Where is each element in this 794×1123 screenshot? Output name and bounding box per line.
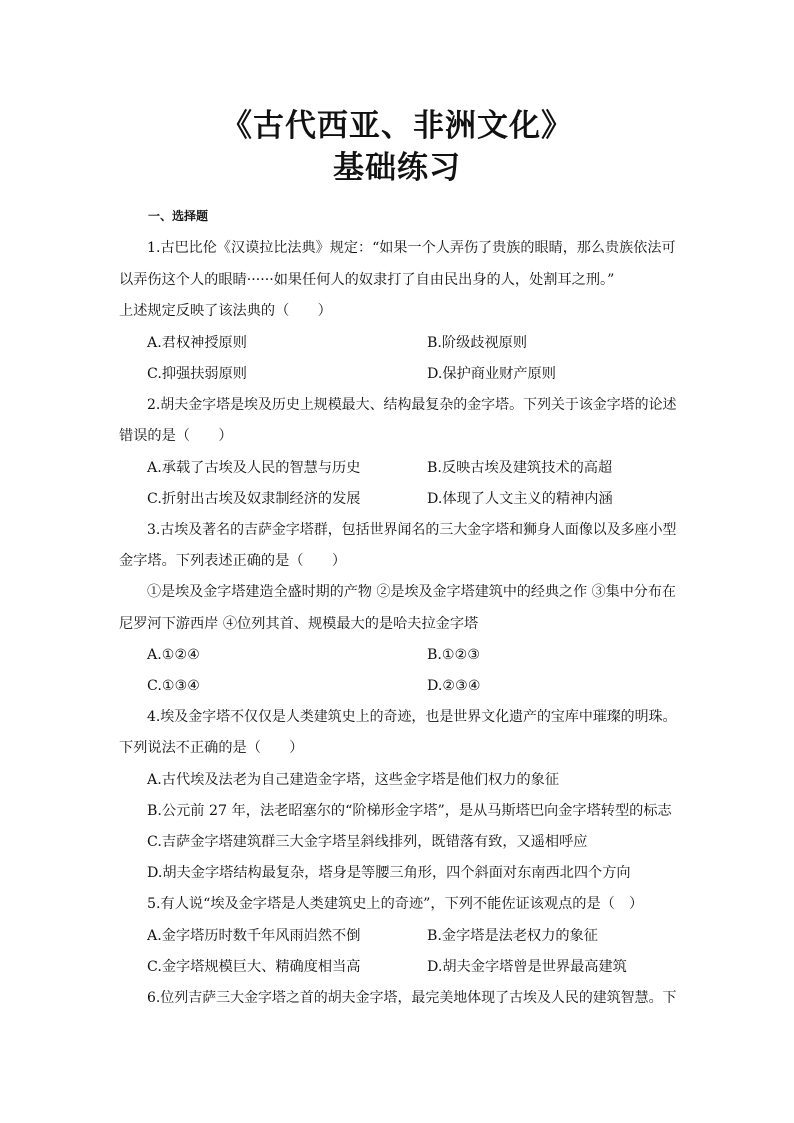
q4-option-b: B.公元前 27 年，法老昭塞尔的“阶梯形金字塔”，是从马斯塔巴向金字塔转型的标志 (147, 803, 672, 819)
q3-stem-line2: 金字塔。下列表述正确的是（ ） (119, 553, 347, 569)
q3-statements-line1: ①是埃及金字塔建造全盛时期的产物 ②是埃及金字塔建筑中的经典之作 ③集中分布在 (147, 584, 676, 600)
q1-option-d: D.保护商业财产原则 (427, 366, 556, 382)
q2-option-a: A.承载了古埃及人民的智慧与历史 (147, 460, 361, 476)
q4-option-a: A.古代埃及法老为自己建造金字塔，这些金字塔是他们权力的象征 (147, 772, 560, 788)
q1-stem-line2: 以弄伤这个人的眼睛······如果任何人的奴隶打了自由民出身的人，处割耳之刑。” (119, 272, 615, 288)
q3-option-a: A.①②④ (147, 647, 200, 663)
q4-stem-line2: 下列说法不正确的是（ ） (119, 740, 304, 756)
q4-stem-line1: 4.埃及金字塔不仅仅是人类建筑史上的奇迹，也是世界文化遗产的宝库中璀璨的明珠。 (147, 709, 677, 725)
q5-stem-line1: 5.有人说“埃及金字塔是人类建筑史上的奇迹”，下列不能佐证该观点的是（ ） (147, 896, 644, 912)
doc-title-line2: 基础练习 (333, 150, 461, 186)
q3-option-b: B.①②③ (427, 647, 481, 663)
q1-stem-line3: 上述规定反映了该法典的（ ） (119, 303, 332, 319)
q1-stem-line1: 1.古巴比伦《汉谟拉比法典》规定：“如果一个人弄伤了贵族的眼睛，那么贵族依法可 (147, 240, 676, 256)
q2-stem-line2: 错误的是（ ） (119, 428, 233, 444)
q2-option-b: B.反映古埃及建筑技术的高超 (427, 460, 613, 476)
q5-option-d: D.胡夫金字塔曾是世界最高建筑 (427, 959, 627, 975)
q6-stem-line1: 6.位列吉萨三大金字塔之首的胡夫金字塔，最完美地体现了古埃及人民的建筑智慧。下 (147, 990, 677, 1006)
q3-stem-line1: 3.古埃及著名的吉萨金字塔群，包括世界闻名的三大金字塔和狮身人面像以及多座小型 (147, 522, 677, 538)
q5-option-c: C.金字塔规模巨大、精确度相当高 (147, 959, 361, 975)
q1-option-a: A.君权神授原则 (147, 335, 247, 351)
q3-option-d: D.②③④ (427, 678, 481, 694)
q3-statements-line2: 尼罗河下游西岸 ④位列其首、规模最大的是哈夫拉金字塔 (119, 616, 479, 632)
q3-option-c: C.①③④ (147, 678, 201, 694)
q4-option-c: C.吉萨金字塔建筑群三大金字塔呈斜线排列，既错落有致，又遥相呼应 (147, 834, 588, 850)
q2-option-c: C.折射出古埃及奴隶制经济的发展 (147, 491, 361, 507)
q5-option-a: A.金字塔历时数千年风雨岿然不倒 (147, 928, 361, 944)
doc-title-line1: 《古代西亚、非洲文化》 (221, 108, 573, 144)
section-heading: 一、选择题 (148, 209, 209, 223)
q2-stem-line1: 2.胡夫金字塔是埃及历史上规模最大、结构最复杂的金字塔。下列关于该金字塔的论述 (147, 397, 677, 413)
q1-option-c: C.抑强扶弱原则 (147, 366, 247, 382)
q5-option-b: B.金字塔是法老权力的象征 (427, 928, 598, 944)
q2-option-d: D.体现了人文主义的精神内涵 (427, 491, 613, 507)
q4-option-d: D.胡夫金字塔结构最复杂，塔身是等腰三角形，四个斜面对东南西北四个方向 (147, 865, 631, 881)
q1-option-b: B.阶级歧视原则 (427, 335, 528, 351)
